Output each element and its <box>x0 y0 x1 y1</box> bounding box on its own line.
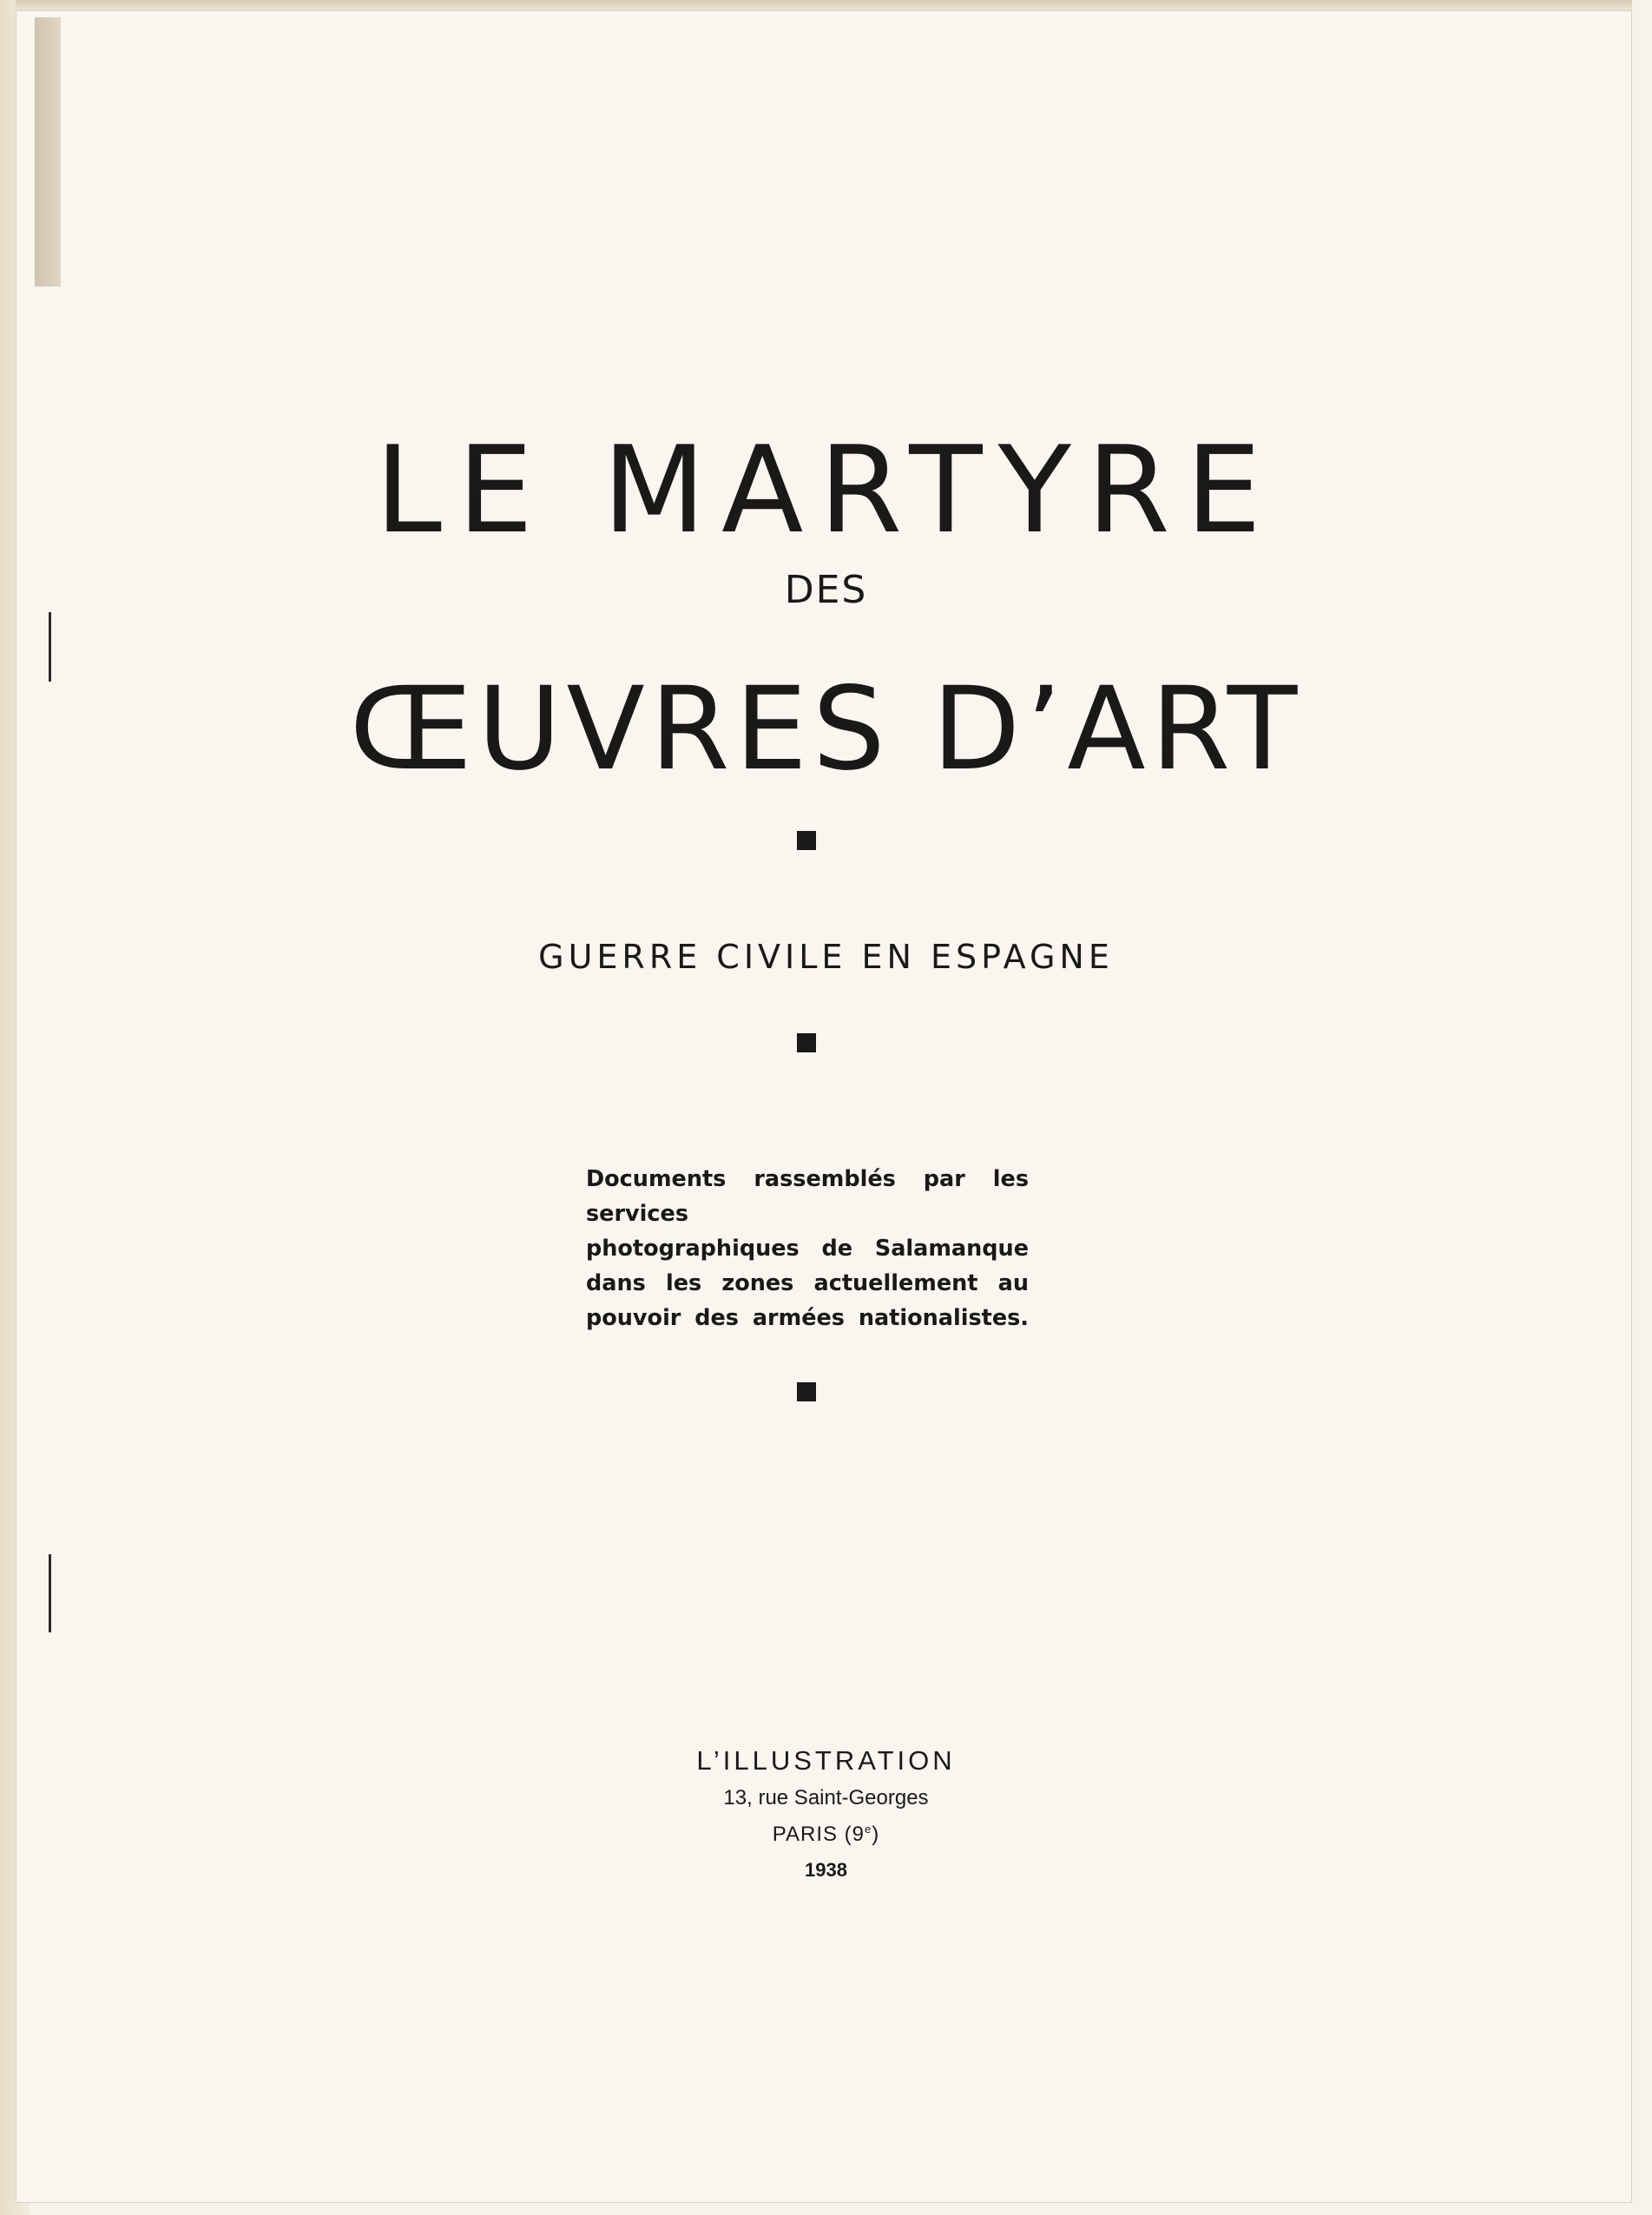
binding-tape <box>35 17 61 287</box>
publisher-address: 13, rue Saint-Georges <box>723 1786 929 1810</box>
city-close: ) <box>872 1823 880 1846</box>
publication-year: 1938 <box>805 1859 847 1881</box>
subtitle: GUERRE CIVILE EN ESPAGNE <box>538 938 1114 976</box>
ornament-square-1 <box>797 831 816 850</box>
title-line-2: DES <box>784 568 868 612</box>
city-name: PARIS (9 <box>772 1823 865 1846</box>
ornament-square-2 <box>797 1033 816 1052</box>
description-line: pouvoir des armées nationalistes. <box>586 1305 1029 1331</box>
publisher-city <box>0 1816 1652 1848</box>
publisher-name: L’ILLUSTRATION <box>696 1745 956 1776</box>
ornament-square-3 <box>797 1382 816 1401</box>
title-line-3: ŒUVRES D’ART <box>349 663 1303 796</box>
description-line: Documents rassemblés par les services <box>586 1166 1029 1227</box>
title-line-1: LE MARTYRE <box>375 420 1277 560</box>
description-line: dans les zones actuellement au <box>586 1270 1029 1296</box>
description-line: photographiques de Salamanque <box>586 1236 1029 1262</box>
staple-bottom <box>49 1554 51 1632</box>
arrondissement-suffix: e <box>865 1823 872 1836</box>
description-block <box>586 1162 1029 1335</box>
